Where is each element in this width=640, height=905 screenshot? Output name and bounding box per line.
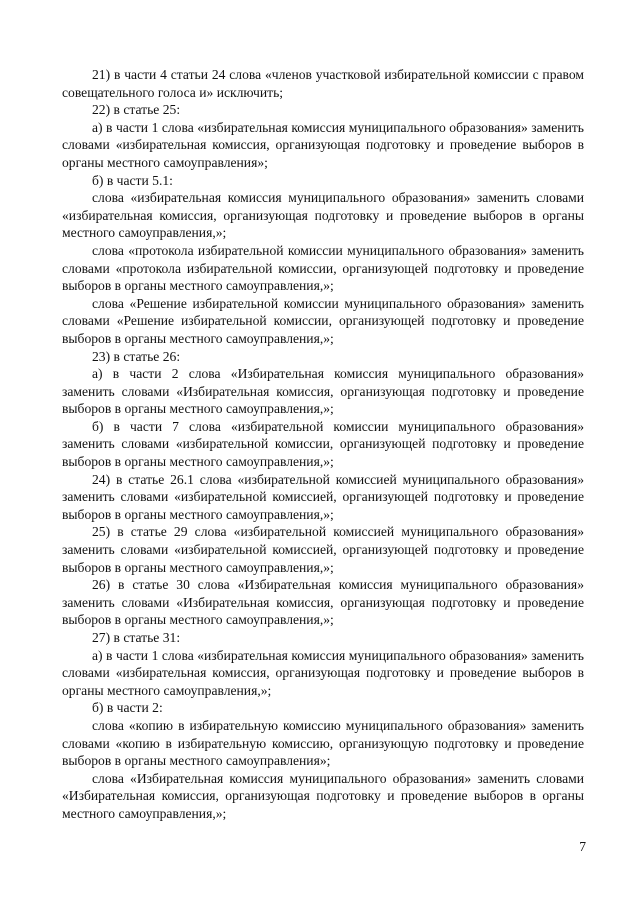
document-body bbox=[62, 66, 584, 823]
paragraph-25b-2: слова «протокола избирательной комиссии муниципального образования» заменить словами «протокола избирательной комиссии, организующей подготовку и проведение выборов в органы местного самоуправления,»; bbox=[62, 242, 584, 294]
paragraph-26a: а) в части 2 слова «Избирательная комиссия муниципального образования» заменить словами «Избирательная комиссия, организующая подготовку и проведение выборов в органы местного самоуправления,»; bbox=[62, 366, 584, 417]
paragraph-25b-3: слова «Решение избирательной комиссии муниципального образования» заменить словами «Решение избирательной комиссии, организующей подготовку и проведение выборов в органы местного самоуправления,»; bbox=[62, 295, 584, 346]
paragraph-31b-2: слова «Избирательная комиссия муниципального образования» заменить словами «Избирательная комиссия, организующая подготовку и проведение выборов в органы местного самоуправления,»; bbox=[62, 770, 584, 821]
paragraph-item-26: 26) в статье 30 слова «Избирательная комиссия муниципального образования» заменить словами «Избирательная комиссия, организующая подготовку и проведение выборов в органы местного самоуправления,»; bbox=[62, 577, 584, 628]
paragraph-31b-1: слова «копию в избирательную комиссию муниципального образования» заменить словами «копию в избирательную комиссию, организующую подготовку и проведение выборов в органы местного самоуправления»; bbox=[62, 717, 584, 769]
paragraph-article-31: 27) в статье 31: bbox=[92, 630, 181, 645]
paragraph-item-21: 21) в части 4 статьи 24 слова «членов участковой избирательной комиссии с правом совещательного голоса и» исключить; bbox=[62, 67, 584, 100]
paragraph-26b: б) в части 7 слова «избирательной комиссии муниципального образования» заменить словами «избирательной комиссии, организующей подготовку и проведение выборов в органы местного самоуправления,»; bbox=[62, 418, 584, 470]
paragraph-25b: б) в части 5.1: bbox=[92, 172, 173, 188]
paragraph-article-25: 22) в статье 25: bbox=[92, 102, 181, 118]
paragraph-31b: б) в части 2: bbox=[92, 700, 163, 716]
paragraph-25a: а) в части 1 слова «избирательная комиссия муниципального образования» заменить словами «избирательная комиссия, организующая подготовку и проведение выборов в органы местного самоуправления»; bbox=[62, 119, 584, 170]
page-number: 7 bbox=[579, 839, 586, 854]
paragraph-25b-1: слова «избирательная комиссия муниципального образования» заменить словами «избирательная комиссия, организующая подготовку и проведение выборов в органы местного самоуправления,»; bbox=[62, 190, 584, 241]
paragraph-item-24: 24) в статье 26.1 слова «избирательной комиссией муниципального образования» заменить словами «избирательной комиссией, организующей подготовку и проведение выборов в органы местного самоуправления,»; bbox=[62, 471, 584, 522]
paragraph-item-25: 25) в статье 29 слова «избирательной комиссией муниципального образования» заменить словами «избирательной комиссией, организующей подготовку и проведение выборов в органы местного самоуправления,»; bbox=[62, 524, 584, 575]
paragraph-article-26: 23) в статье 26: bbox=[92, 348, 181, 364]
paragraph-31a: а) в части 1 слова «избирательная комиссия муниципального образования» заменить словами «избирательная комиссия, организующая подготовку и проведение выборов в органы местного самоуправления,»; bbox=[62, 647, 584, 698]
